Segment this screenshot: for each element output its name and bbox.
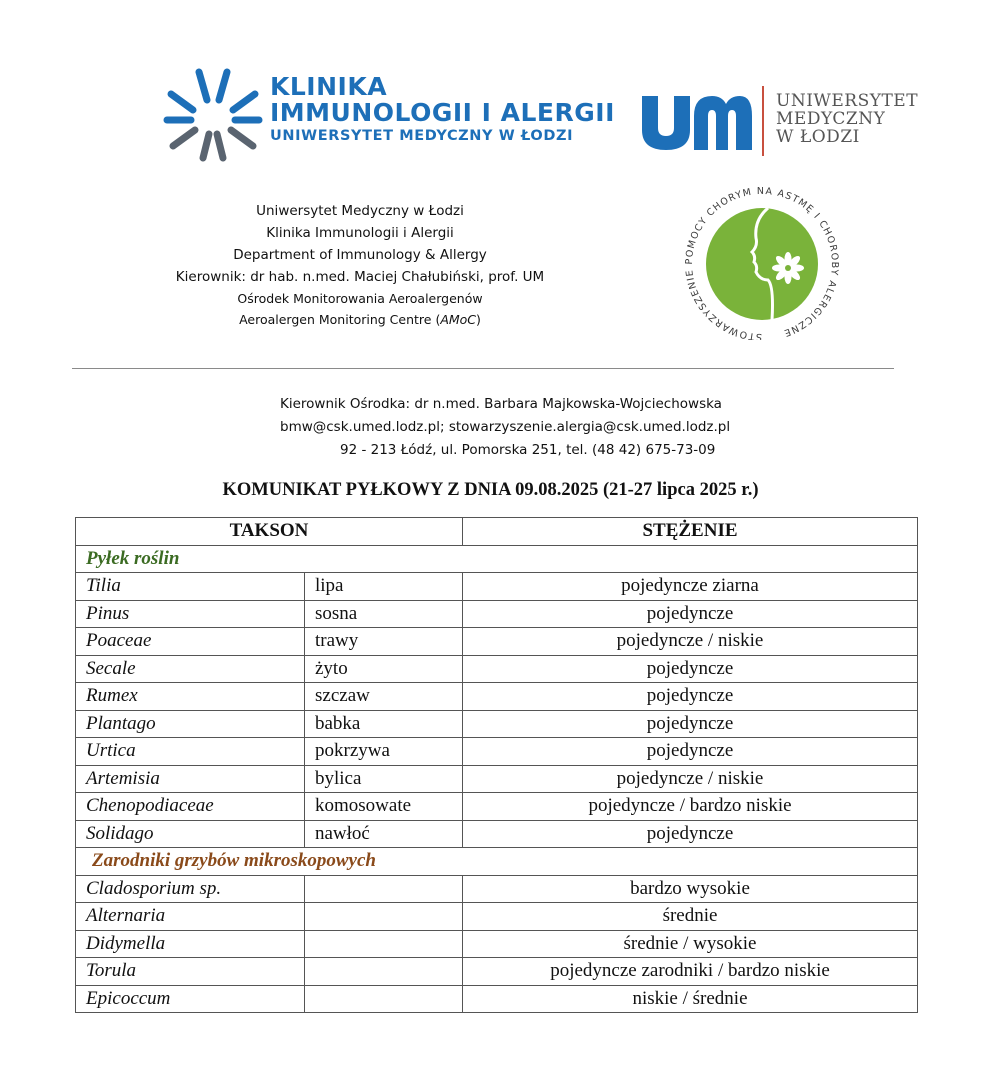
header-line1: Uniwersytet Medyczny w Łodzi (256, 203, 464, 219)
header-stezenie: STĘŻENIE (463, 518, 918, 546)
header-line2: Klinika Immunologii i Alergii (266, 225, 454, 241)
klinika-logo-line3: UNIWERSYTET MEDYCZNY W ŁODZI (270, 128, 574, 144)
concentration: średnie (463, 903, 918, 931)
taxon-latin: Poaceae (76, 628, 305, 656)
taxon-latin: Urtica (76, 738, 305, 766)
header-line6-abbr: AMoC (440, 312, 477, 327)
table-row (76, 903, 918, 931)
concentration: pojedyncze ziarna (463, 573, 918, 601)
table-row (76, 875, 918, 903)
section-title: Pyłek roślin (76, 545, 918, 573)
table-row (76, 985, 918, 1013)
concentration: pojedyncze (463, 738, 918, 766)
taxon-latin: Torula (76, 958, 305, 986)
concentration: średnie / wysokie (463, 930, 918, 958)
header-line5: Ośrodek Monitorowania Aeroalergenów (237, 291, 483, 306)
um-logo-line1: UNIWERSYTET (776, 91, 919, 111)
klinika-logo-line1: KLINIKA (270, 72, 388, 101)
taxon-latin: Solidago (76, 820, 305, 848)
pollen-table (75, 517, 918, 1013)
taxon-polish: szczaw (305, 683, 463, 711)
concentration: pojedyncze (463, 710, 918, 738)
um-logo-line2: MEDYCZNY (776, 109, 886, 129)
um-logo (638, 86, 948, 156)
taxon-polish (305, 930, 463, 958)
taxon-latin: Plantago (76, 710, 305, 738)
report-title: KOMUNIKAT PYŁKOWY Z DNIA 09.08.2025 (21-27 lipca 2025 r.) (222, 480, 759, 500)
concentration: pojedyncze (463, 820, 918, 848)
association-logo (676, 180, 848, 340)
table-row (76, 683, 918, 711)
table-body (76, 545, 918, 1013)
concentration: pojedyncze zarodniki / bardzo niskie (463, 958, 918, 986)
taxon-polish: żyto (305, 655, 463, 683)
association-ring-text: STOWARZYSZENIE POMOCY CHORYM NA ASTMĘ I CHOROBY ALERGICZNE (683, 185, 841, 340)
taxon-polish: komosowate (305, 793, 463, 821)
taxon-polish (305, 903, 463, 931)
taxon-polish: babka (305, 710, 463, 738)
table-row (76, 600, 918, 628)
header-line3: Department of Immunology & Allergy (233, 247, 487, 263)
taxon-polish (305, 875, 463, 903)
header-divider (72, 368, 894, 369)
concentration: bardzo wysokie (463, 875, 918, 903)
um-divider (762, 86, 764, 156)
contact-address: 92 - 213 Łódź, ul. Pomorska 251, tel. (48 42) 675-73-09 (340, 442, 716, 458)
taxon-polish: pokrzywa (305, 738, 463, 766)
taxon-latin: Secale (76, 655, 305, 683)
header-line6-suffix: ) (476, 312, 481, 327)
table-row (76, 710, 918, 738)
taxon-latin: Epicoccum (76, 985, 305, 1013)
section-row (76, 848, 918, 876)
table-row (76, 820, 918, 848)
contact-block (280, 393, 780, 462)
concentration: pojedyncze (463, 600, 918, 628)
taxon-latin: Artemisia (76, 765, 305, 793)
taxon-polish: bylica (305, 765, 463, 793)
concentration: pojedyncze (463, 655, 918, 683)
table-row (76, 765, 918, 793)
section-title: Zarodniki grzybów mikroskopowych (76, 848, 918, 876)
um-mark-icon (638, 92, 754, 154)
taxon-latin: Cladosporium sp. (76, 875, 305, 903)
taxon-polish (305, 958, 463, 986)
concentration: pojedyncze (463, 683, 918, 711)
taxon-polish: lipa (305, 573, 463, 601)
concentration: pojedyncze / bardzo niskie (463, 793, 918, 821)
um-logo-line3: W ŁODZI (776, 127, 860, 147)
taxon-polish: trawy (305, 628, 463, 656)
klinika-logo (163, 68, 615, 163)
table-row (76, 655, 918, 683)
table-row (76, 573, 918, 601)
contact-emails: bmw@csk.umed.lodz.pl; stowarzyszenie.alergia@csk.umed.lodz.pl (280, 419, 731, 435)
taxon-latin: Rumex (76, 683, 305, 711)
association-emblem-icon (676, 180, 848, 340)
taxon-latin: Pinus (76, 600, 305, 628)
concentration: pojedyncze / niskie (463, 765, 918, 793)
taxon-polish: nawłoć (305, 820, 463, 848)
table-header-row (76, 518, 918, 546)
header-line4: Kierownik: dr hab. n.med. Maciej Chałubiński, prof. UM (175, 269, 545, 285)
concentration: niskie / średnie (463, 985, 918, 1013)
klinika-emblem-icon (163, 68, 263, 163)
taxon-latin: Tilia (76, 573, 305, 601)
klinika-logo-line2: IMMUNOLOGII I ALERGII (270, 98, 615, 127)
section-row (76, 545, 918, 573)
taxon-polish (305, 985, 463, 1013)
concentration: pojedyncze / niskie (463, 628, 918, 656)
taxon-latin: Didymella (76, 930, 305, 958)
taxon-latin: Alternaria (76, 903, 305, 931)
table-row (76, 738, 918, 766)
header-takson: TAKSON (76, 518, 463, 546)
table-row (76, 930, 918, 958)
table-row (76, 793, 918, 821)
contact-director: Kierownik Ośrodka: dr n.med. Barbara Majkowska-Wojciechowska (280, 396, 722, 412)
taxon-polish: sosna (305, 600, 463, 628)
table-row (76, 958, 918, 986)
header-line6 (130, 309, 590, 330)
header-line6-prefix: Aeroalergen Monitoring Centre ( (239, 312, 441, 327)
taxon-latin: Chenopodiaceae (76, 793, 305, 821)
header-info (130, 200, 590, 330)
table-row (76, 628, 918, 656)
